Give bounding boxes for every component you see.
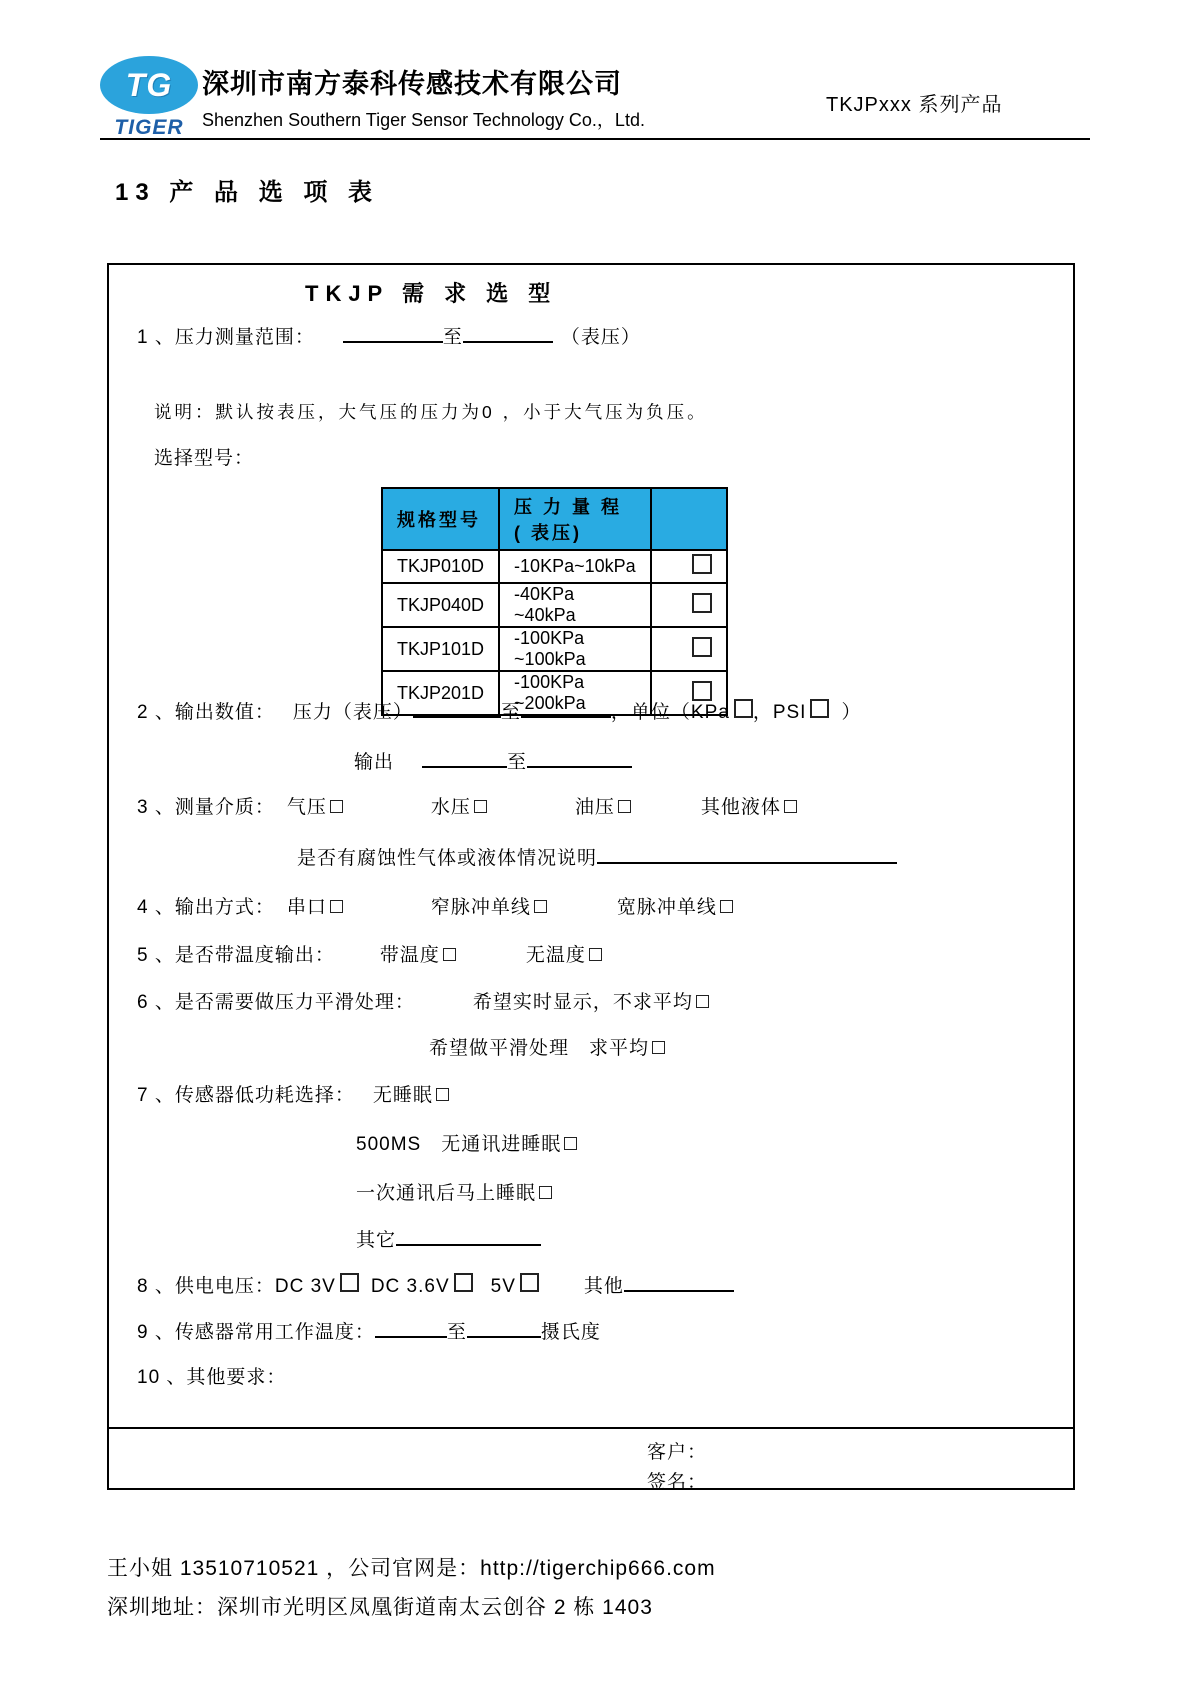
q3-other-liquid-label: 其他液体 — [700, 797, 781, 818]
checkbox-dc-3v[interactable] — [340, 1273, 359, 1292]
q2-unit-kpa-label: ，单位（KPa — [610, 702, 730, 723]
customer-label: 客户： — [647, 1442, 708, 1463]
q2-output-to-label: 至 — [507, 752, 528, 773]
q8-dc36v-label: DC 3.6V — [370, 1276, 450, 1297]
q3-corrosive-label: 是否有腐蚀性气体或液体情况说明 — [297, 848, 598, 869]
checkbox-oil-pressure[interactable] — [618, 800, 631, 813]
question-6 — [137, 987, 709, 1014]
question-1-label: 1 、压力测量范围： — [137, 327, 315, 348]
footer-address: 深圳地址：深圳市光明区凤凰街道南太云创谷 2 栋 1403 — [107, 1596, 653, 1619]
q2-pressure-max-blank[interactable] — [521, 712, 611, 718]
model-cell: TKJP040D — [382, 583, 499, 627]
checkbox-serial-port[interactable] — [330, 900, 343, 913]
q3-corrosive-blank[interactable] — [597, 858, 897, 864]
range-cell: -40KPa ~40kPa — [499, 583, 651, 627]
q9-celsius-label: 摄氏度 — [540, 1322, 601, 1343]
question-1 — [137, 322, 641, 349]
q9-temp-max-blank[interactable] — [467, 1332, 541, 1338]
question-2-label: 2 、输出数值： — [137, 702, 275, 723]
question-3-label: 3 、测量介质： — [137, 797, 275, 818]
checkbox-with-temperature[interactable] — [443, 948, 456, 961]
model-cell: TKJP201D — [382, 671, 499, 715]
checkbox-water-pressure[interactable] — [474, 800, 487, 813]
checkbox-unit-kpa[interactable] — [734, 699, 753, 718]
logo-tg-text: TG — [125, 66, 173, 103]
checkbox-narrow-pulse[interactable] — [534, 900, 547, 913]
table-row — [382, 583, 727, 627]
checkbox-dc-3-6v[interactable] — [454, 1273, 473, 1292]
select-model-label — [154, 443, 254, 470]
question-4 — [137, 892, 733, 919]
checkbox-no-sleep[interactable] — [436, 1088, 449, 1101]
logo-ellipse-icon — [100, 56, 198, 114]
header-divider — [100, 138, 1090, 140]
q4-narrow-pulse-label: 窄脉冲单线 — [430, 897, 531, 918]
checkbox-tkjp101d[interactable] — [692, 637, 712, 657]
q1-range-max-blank[interactable] — [463, 337, 553, 343]
checkbox-air-pressure[interactable] — [330, 800, 343, 813]
header-select — [651, 488, 727, 550]
question-10 — [137, 1362, 286, 1389]
company-name-chinese: 深圳市南方泰科传感技术有限公司 — [202, 69, 622, 99]
question-7-label: 7 、传感器低功耗选择： — [137, 1085, 355, 1106]
question-3 — [137, 792, 797, 819]
q5-no-temp-label: 无温度 — [525, 945, 586, 966]
checkbox-500ms-sleep[interactable] — [564, 1137, 577, 1150]
checkbox-cell — [651, 627, 727, 671]
question-7-500ms — [356, 1129, 577, 1156]
question-3-corrosive — [297, 843, 897, 870]
q4-wide-pulse-label: 宽脉冲单线 — [616, 897, 717, 918]
range-cell: -100KPa ~100kPa — [499, 627, 651, 671]
question-6-smoothing — [429, 1033, 665, 1060]
section-title: 13 产 品 选 项 表 — [115, 179, 380, 206]
q1-gauge-label: （表压） — [560, 327, 641, 348]
q2-output-min-blank[interactable] — [422, 762, 507, 768]
question-8-label: 8 、供电电压： — [137, 1276, 275, 1297]
checkbox-tkjp010d[interactable] — [692, 554, 712, 574]
question-7-other — [356, 1225, 541, 1252]
q9-temp-min-blank[interactable] — [375, 1332, 447, 1338]
form-title: TKJP 需 求 选 型 — [305, 281, 558, 306]
q7-no-sleep-label: 无睡眠 — [372, 1085, 433, 1106]
question-7 — [137, 1080, 449, 1107]
question-9-label: 9 、传感器常用工作温度： — [137, 1322, 375, 1343]
q4-serial-label: 串口 — [286, 897, 327, 918]
range-cell: -10KPa~10kPa — [499, 550, 651, 583]
q3-water-label: 水压 — [430, 797, 471, 818]
checkbox-other-liquid[interactable] — [784, 800, 797, 813]
company-logo — [100, 56, 200, 140]
q7-500ms-label: 500MS 无通讯进睡眠 — [356, 1134, 562, 1155]
selection-form-box — [107, 263, 1075, 1493]
model-cell: TKJP101D — [382, 627, 499, 671]
checkbox-cell — [651, 550, 727, 583]
q7-other-blank[interactable] — [396, 1240, 541, 1246]
question-2 — [137, 697, 861, 724]
q6-realtime-label: 希望实时显示，不求平均 — [472, 992, 693, 1013]
question-5-label: 5 、是否带温度输出： — [137, 945, 335, 966]
q2-output-max-blank[interactable] — [527, 762, 632, 768]
q2-to-label: 至 — [500, 702, 521, 723]
checkbox-wide-pulse[interactable] — [720, 900, 733, 913]
q8-5v-label: 5V — [490, 1276, 516, 1297]
q1-to-label: 至 — [442, 327, 463, 348]
checkbox-unit-psi[interactable] — [810, 699, 829, 718]
select-model-text: 选择型号： — [154, 448, 255, 469]
question-7-after-comm — [356, 1178, 552, 1205]
model-selection-table — [381, 487, 728, 716]
checkbox-5v[interactable] — [520, 1273, 539, 1292]
table-header-row — [382, 488, 727, 550]
q8-other-label: 其他 — [583, 1276, 624, 1297]
q2-pressure-min-blank[interactable] — [413, 712, 501, 718]
q2-unit-psi-label: ，PSI — [752, 702, 807, 723]
question-10-label: 10 、其他要求： — [137, 1367, 287, 1388]
signature-label: 签名： — [647, 1472, 708, 1493]
checkbox-realtime-no-average[interactable] — [696, 995, 709, 1008]
q6-smoothing-label: 希望做平滑处理 求平均 — [429, 1038, 650, 1059]
question-4-label: 4 、输出方式： — [137, 897, 275, 918]
q8-other-blank[interactable] — [624, 1286, 734, 1292]
header-model: 规格型号 — [382, 488, 499, 550]
q3-air-label: 气压 — [286, 797, 327, 818]
product-series-label: TKJPxxx 系列产品 — [826, 94, 1003, 116]
q5-with-temp-label: 带温度 — [379, 945, 440, 966]
q2-close-paren: ） — [841, 702, 862, 723]
signature-divider — [109, 1427, 1073, 1429]
q3-oil-label: 油压 — [574, 797, 615, 818]
checkbox-tkjp040d[interactable] — [692, 593, 712, 613]
logo-tiger-text: TIGER — [114, 116, 184, 139]
table-row — [382, 550, 727, 583]
q7-other-label: 其它 — [356, 1230, 397, 1251]
q2-pressure-label: 压力（表压） — [292, 702, 413, 723]
model-cell: TKJP010D — [382, 550, 499, 583]
question-8 — [137, 1271, 734, 1298]
company-name-english: Shenzhen Southern Tiger Sensor Technology Co.，Ltd. — [202, 110, 645, 130]
checkbox-smoothing-average[interactable] — [652, 1041, 665, 1054]
question-9 — [137, 1317, 601, 1344]
q1-range-min-blank[interactable] — [343, 337, 443, 343]
range-cell: -100KPa ~200kPa — [499, 671, 651, 715]
header-pressure-range: 压 力 量 程 ( 表压) — [499, 488, 651, 550]
q2-output-label: 输出 — [354, 752, 395, 773]
footer-contact: 王小姐 13510710521 ，公司官网是：http://tigerchip666.com — [107, 1557, 716, 1580]
table-row — [382, 627, 727, 671]
q7-after-comm-label: 一次通讯后马上睡眠 — [356, 1183, 537, 1204]
question-2-output — [354, 747, 632, 774]
question-6-label: 6 、是否需要做压力平滑处理： — [137, 992, 415, 1013]
checkbox-cell — [651, 583, 727, 627]
q9-to-label: 至 — [446, 1322, 467, 1343]
q1-note-text: 说明：默认按表压，大气压的压力为0 ，小于大气压为负压。 — [154, 402, 708, 422]
question-5 — [137, 940, 602, 967]
q8-dc3v-label: DC 3V — [274, 1276, 336, 1297]
checkbox-sleep-after-comm[interactable] — [539, 1186, 552, 1199]
checkbox-no-temperature[interactable] — [589, 948, 602, 961]
question-1-note — [154, 399, 708, 424]
